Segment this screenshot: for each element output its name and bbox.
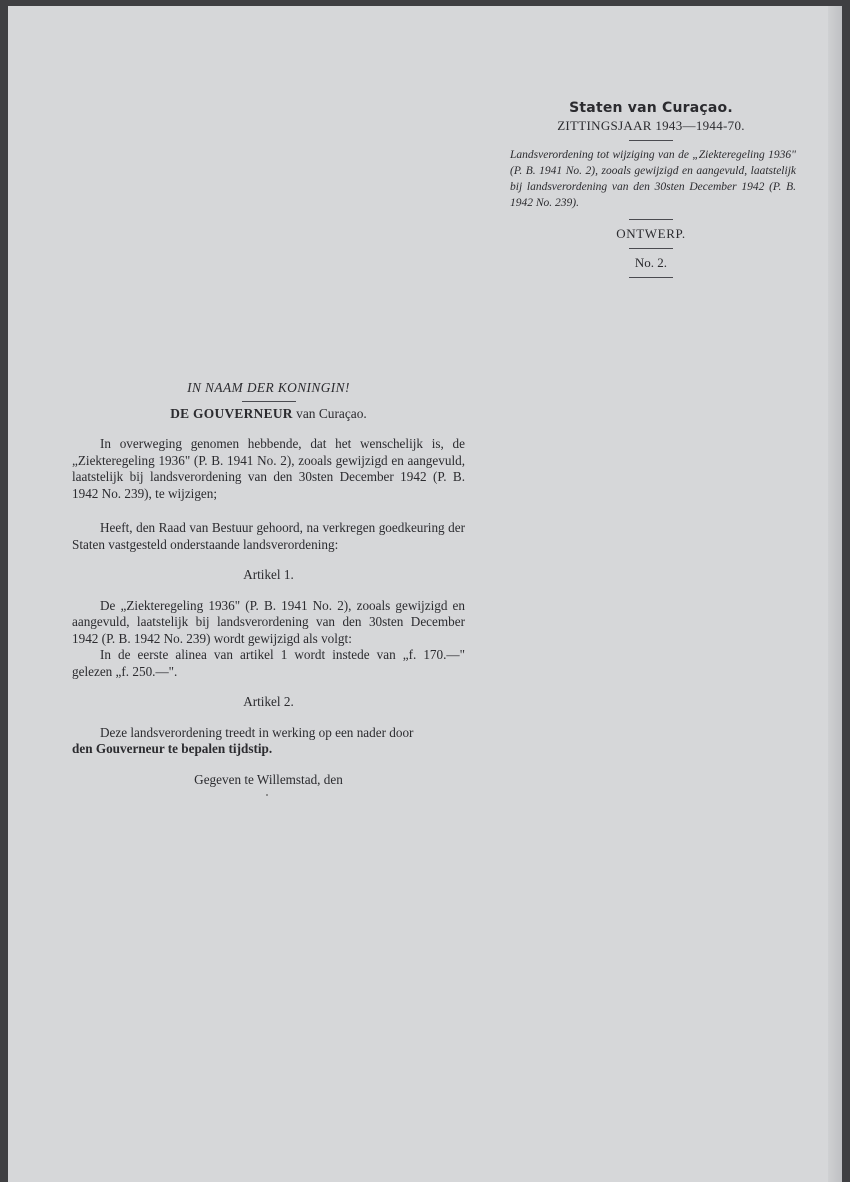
divider — [629, 219, 673, 220]
enactment-paragraph: Heeft, den Raad van Bestuur gehoord, na verkregen goedkeuring der Staten vastgesteld onderstaande landsverordening: — [72, 520, 465, 552]
article-1-heading: Artikel 1. — [243, 567, 294, 582]
governor-title: DE GOUVERNEUR — [170, 405, 293, 421]
article-2-line-1: Deze landsverordening treedt in werking op een nader door — [100, 724, 414, 740]
header-block — [506, 100, 796, 284]
ordinance-subject: Landsverordening tot wijziging van de „Ziekteregeling 1936" (P. B. 1941 No. 2), zooals gewijzigd en aangevuld, laatstelijk bij landsverordening van den 30sten December 1942 (P. B. 1942 No. 239). — [510, 149, 796, 209]
closing-line: Gegeven te Willemstad, den — [194, 771, 343, 787]
divider — [629, 248, 673, 249]
article-2-text — [72, 725, 465, 758]
ordinance-body — [72, 380, 465, 788]
draft-number: No. 2. — [634, 255, 668, 270]
divider — [629, 140, 673, 141]
article-1-text: De „Ziekteregeling 1936" (P. B. 1941 No. 2), zooals gewijzigd en aangevuld, laatstelijk bij landsverordening van den 30sten December 1942 (P. B. 1942 No. 239) wordt gewijzigd als volgt: — [72, 597, 465, 646]
article-1-amendment: In de eerste alinea van artikel 1 wordt instede van „f. 170.—" gelezen „f. 250.—". — [72, 647, 465, 679]
article-2-line-2: den Gouverneur te bepalen tijdstip. — [72, 741, 273, 756]
governor-place: van Curaçao. — [296, 405, 367, 421]
page-edge — [828, 6, 842, 1182]
header-title: Staten van Curaçao. — [569, 100, 733, 116]
article-2-heading: Artikel 2. — [243, 694, 294, 709]
invocation: IN NAAM DER KONINGIN! — [187, 380, 350, 395]
draft-label: ONTWERP. — [616, 226, 686, 241]
divider — [629, 277, 673, 278]
session-year: ZITTINGSJAAR 1943—1944-70. — [557, 118, 745, 133]
governor-line — [72, 406, 465, 423]
preamble-paragraph: In overweging genomen hebbende, dat het wenschelijk is, de „Ziekteregeling 1936" (P. B. 1941 No. 2), zooals gewijzigd en aangevuld, laatstelijk bij landsverordening van den 30sten December 1942 (P. B. 1942 No. 239), te wijzigen; — [72, 436, 465, 501]
divider — [242, 401, 296, 402]
stray-mark — [266, 794, 268, 796]
document-page — [8, 6, 842, 1182]
